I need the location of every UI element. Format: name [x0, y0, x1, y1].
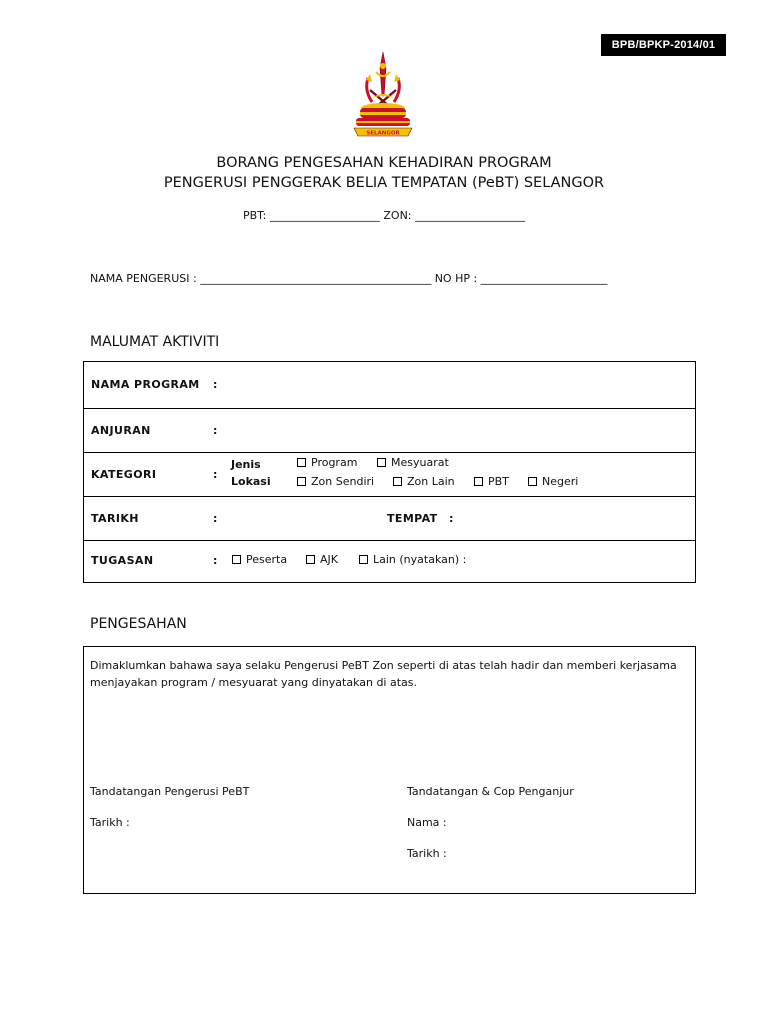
nama-pengerusi-field[interactable]: __________________________________________	[200, 272, 432, 285]
form-title-line2: PENGERUSI PENGGERAK BELIA TEMPATAN (PeBT) SELANGOR	[163, 175, 605, 191]
checkbox-ajk[interactable]	[306, 555, 315, 564]
document-reference-badge: BPB/BPKP-2014/01	[601, 34, 726, 56]
nama-penganjur-label: Nama :	[407, 816, 447, 829]
form-title-line1: BORANG PENGESAHAN KEHADIRAN PROGRAM	[216, 155, 552, 171]
tarikh-colon: :	[213, 512, 218, 525]
pbt-zon-row	[0, 209, 768, 222]
tugasan-label: TUGASAN	[91, 554, 154, 567]
lokasi-label: Lokasi	[231, 475, 271, 488]
checkbox-pbt[interactable]	[474, 477, 483, 486]
tempat-field[interactable]	[460, 507, 680, 529]
tempat-colon: :	[449, 512, 454, 525]
tarikh-penganjur-label: Tarikh :	[407, 847, 447, 860]
svg-text:SELANGOR: SELANGOR	[366, 130, 400, 137]
pbt-field[interactable]: ____________________	[269, 209, 380, 222]
option-lain[interactable]: Lain (nyatakan) :	[359, 553, 466, 566]
section-title-aktiviti: MALUMAT AKTIVITI	[90, 334, 220, 350]
checkbox-program[interactable]	[297, 458, 306, 467]
option-zon-sendiri[interactable]: Zon Sendiri	[297, 475, 374, 488]
checkbox-zon-sendiri[interactable]	[297, 477, 306, 486]
pengesahan-statement-line1: Dimaklumkan bahawa saya selaku Pengerusi PeBT Zon seperti di atas telah hadir dan memberi kerjasama	[90, 659, 677, 672]
anjuran-label: ANJURAN	[91, 424, 151, 437]
checkbox-zon-lain[interactable]	[393, 477, 402, 486]
row-anjuran	[84, 409, 695, 452]
signature-penganjur-label: Tandatangan & Cop Penganjur	[407, 785, 574, 798]
nama-program-field[interactable]	[224, 374, 684, 396]
pengesahan-statement-line2: menjayakan program / mesyuarat yang dinyatakan di atas.	[90, 676, 418, 689]
selangor-crest-icon	[346, 50, 420, 144]
nama-pengerusi-row	[90, 272, 607, 285]
checkbox-lain[interactable]	[359, 555, 368, 564]
row-kategori	[84, 453, 695, 496]
section-title-pengesahan: PENGESAHAN	[90, 616, 187, 632]
option-zon-lain[interactable]: Zon Lain	[393, 475, 455, 488]
checkbox-mesyuarat[interactable]	[377, 458, 386, 467]
pengesahan-box	[83, 646, 696, 894]
no-hp-label: NO HP :	[434, 272, 478, 285]
anjuran-field[interactable]	[224, 419, 684, 441]
option-program[interactable]: Program	[297, 456, 357, 469]
signature-pengerusi-label: Tandatangan Pengerusi PeBT	[90, 785, 250, 798]
tarikh-field[interactable]	[224, 507, 374, 529]
tempat-label: TEMPAT	[387, 512, 438, 525]
option-peserta[interactable]: Peserta	[232, 553, 287, 566]
kategori-colon: :	[213, 468, 218, 481]
kategori-label: KATEGORI	[91, 468, 157, 481]
anjuran-colon: :	[213, 424, 218, 437]
jenis-label: Jenis	[231, 458, 261, 471]
pbt-label: PBT:	[242, 209, 267, 222]
checkbox-negeri[interactable]	[528, 477, 537, 486]
tugasan-colon: :	[213, 554, 218, 567]
row-tarikh	[84, 497, 695, 540]
aktiviti-table	[83, 361, 696, 583]
row-tugasan	[84, 541, 695, 582]
zon-label: ZON:	[383, 209, 412, 222]
nama-pengerusi-label: NAMA PENGERUSI :	[90, 272, 197, 285]
option-negeri[interactable]: Negeri	[528, 475, 578, 488]
no-hp-field[interactable]: _______________________	[480, 272, 608, 285]
row-nama-program	[84, 362, 695, 408]
zon-field[interactable]: ____________________	[415, 209, 526, 222]
tarikh-label: TARIKH	[91, 512, 139, 525]
checkbox-peserta[interactable]	[232, 555, 241, 564]
tarikh-pengerusi-label: Tarikh :	[90, 816, 130, 829]
option-ajk[interactable]: AJK	[306, 553, 338, 566]
option-mesyuarat[interactable]: Mesyuarat	[377, 456, 449, 469]
nama-program-label: NAMA PROGRAM	[91, 378, 200, 391]
nama-program-colon: :	[213, 378, 218, 391]
option-pbt[interactable]: PBT	[474, 475, 509, 488]
